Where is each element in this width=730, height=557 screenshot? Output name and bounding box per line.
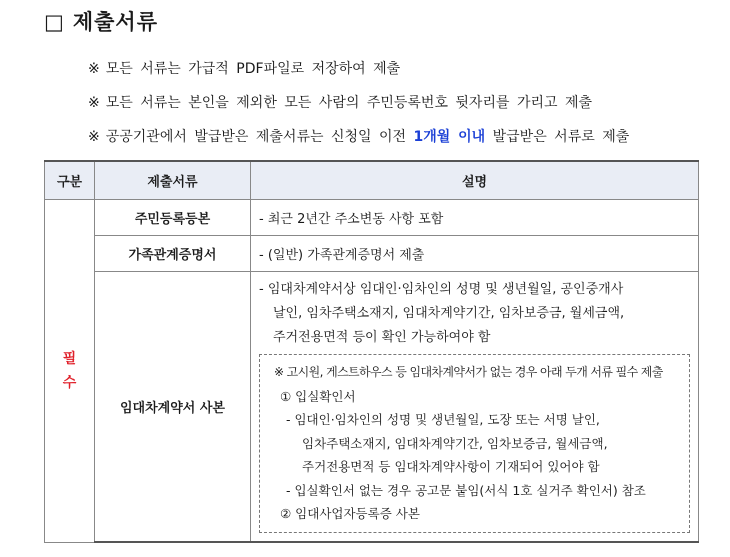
alternative-item-1: ① 입실확인서 xyxy=(280,388,356,404)
note-text: 모든 서류는 본인을 제외한 모든 사람의 주민등록번호 뒷자리를 가리고 제출 xyxy=(105,95,593,111)
alternative-item-1-line: - 임대인·임차인의 성명 및 생년월일, 도장 또는 서명 날인, xyxy=(286,412,600,427)
document-name: 가족관계증명서 xyxy=(95,236,251,272)
note-item xyxy=(88,86,629,120)
header-category: 구분 xyxy=(45,161,95,200)
document-name: 주민등록등본 xyxy=(95,200,251,236)
document-description xyxy=(251,236,699,272)
note-highlight: 1개월 이내 xyxy=(413,129,486,145)
description-block xyxy=(251,272,698,350)
reference-mark-icon: ※ xyxy=(88,129,100,145)
table-row xyxy=(45,200,699,236)
alternative-item-1-note: - 입실확인서 없는 경우 공고문 붙임(서식 1호 실거주 확인서) 참조 xyxy=(286,482,646,498)
alternative-item-1-line: 임차주택소재지, 임대차계약기간, 임차보증금, 월세금액, xyxy=(302,435,608,451)
note-item xyxy=(88,52,629,86)
section-title xyxy=(44,6,158,36)
alternative-note: ※ 고시원, 게스트하우스 등 임대차계약서가 없는 경우 아래 두개 서류 필수 제출 xyxy=(274,365,663,379)
section-title-text: 제출서류 xyxy=(72,10,158,34)
table-header-row xyxy=(45,161,699,200)
description-text: - 최근 2년간 주소변동 사항 포함 xyxy=(259,212,444,227)
document-description xyxy=(251,272,699,543)
alternative-item-1-line: 주거전용면적 등 임대차계약사항이 기재되어 있어야 함 xyxy=(302,459,600,474)
checkbox-square-icon: □ xyxy=(44,10,65,34)
documents-table xyxy=(44,160,699,543)
category-required xyxy=(45,200,95,543)
document-description xyxy=(251,200,699,236)
category-label: 필 수 xyxy=(62,350,77,391)
description-line: - 임대차계약서상 임대인·임차인의 성명 및 생년월일, 공인중개사 xyxy=(259,282,624,297)
table-row xyxy=(45,272,699,543)
note-text: 발급받은 서류로 제출 xyxy=(485,129,630,145)
note-text: 공공기관에서 발급받은 제출서류는 신청일 이전 xyxy=(105,129,414,145)
header-description: 설명 xyxy=(251,161,699,200)
description-line: 주거전용면적 등이 확인 가능하여야 함 xyxy=(273,330,491,345)
reference-mark-icon: ※ xyxy=(88,95,100,111)
document-name: 임대차계약서 사본 xyxy=(95,272,251,543)
description-line: 날인, 임차주택소재지, 임대차계약기간, 임차보증금, 월세금액, xyxy=(273,306,625,321)
reference-mark-icon: ※ xyxy=(88,61,100,77)
header-document: 제출서류 xyxy=(95,161,251,200)
alternative-item-2: ② 임대사업자등록증 사본 xyxy=(280,506,420,521)
alternative-documents-box xyxy=(259,354,690,533)
table-row xyxy=(45,236,699,272)
note-text: 모든 서류는 가급적 PDF파일로 저장하여 제출 xyxy=(105,61,401,77)
notes-list xyxy=(88,52,629,154)
note-item xyxy=(88,120,629,154)
description-text: - (일반) 가족관계증명서 제출 xyxy=(259,248,425,263)
